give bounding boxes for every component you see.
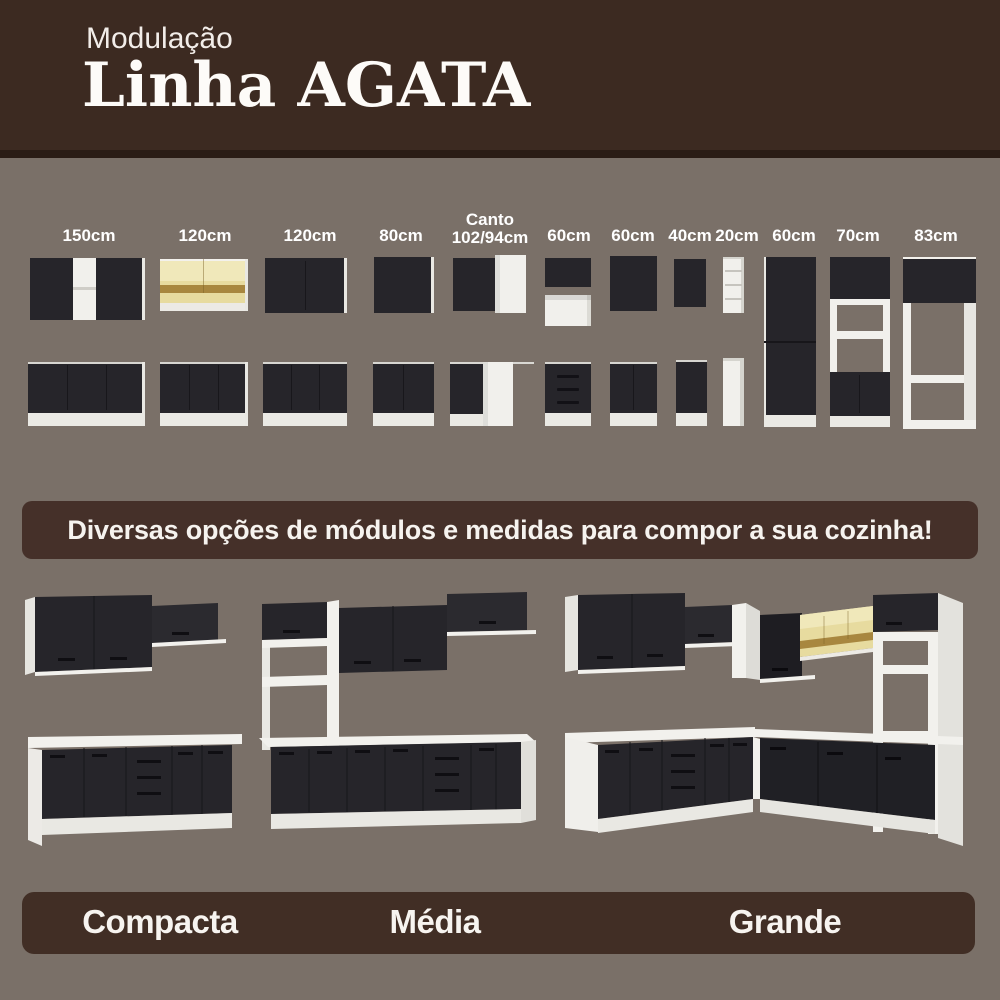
canto-door bbox=[453, 258, 495, 311]
side-panel bbox=[245, 259, 248, 311]
countertop bbox=[610, 362, 657, 364]
drawer-handle bbox=[557, 375, 579, 378]
side-panel bbox=[142, 362, 145, 426]
module-size-label-canto-line1: Canto bbox=[465, 210, 515, 229]
module-size-label-83cm: 83cm bbox=[914, 226, 958, 245]
left-upright bbox=[903, 303, 911, 429]
countertop bbox=[545, 362, 591, 364]
module-60cm-drawer-base-cabinet bbox=[545, 362, 591, 426]
kitchen-size-label-media: Média bbox=[389, 903, 481, 940]
grande-left-wall-cabinets bbox=[565, 593, 738, 674]
shelf bbox=[830, 299, 890, 305]
side-panel bbox=[431, 257, 434, 313]
module-size-label-80cm: 80cm bbox=[379, 226, 423, 245]
countertop bbox=[160, 362, 248, 364]
compacta-wall-cabinets bbox=[25, 595, 226, 676]
upper-door bbox=[903, 259, 976, 303]
module-80cm-wall-cabinet bbox=[374, 257, 434, 313]
module-150cm-base-cabinet bbox=[28, 362, 145, 426]
door-gap bbox=[218, 365, 219, 410]
module-size-label-20cm: 20cm bbox=[715, 226, 759, 245]
shelf bbox=[830, 331, 890, 339]
door-gap bbox=[633, 365, 634, 410]
module-20cm-open-shelf-unit bbox=[723, 257, 744, 313]
side-panel bbox=[344, 258, 347, 313]
module-size-label-120cm-b: 120cm bbox=[283, 226, 337, 245]
door-gap bbox=[764, 341, 816, 343]
plinth bbox=[764, 415, 816, 427]
header bbox=[0, 0, 1000, 150]
plinth bbox=[450, 414, 483, 426]
right-upright bbox=[964, 303, 976, 429]
countertop bbox=[28, 362, 145, 364]
page-title: Linha AGATA bbox=[82, 50, 531, 121]
module-size-label-canto-line2: 102/94cm bbox=[451, 228, 529, 247]
plinth bbox=[545, 413, 591, 426]
door-gap bbox=[67, 365, 68, 410]
plinth bbox=[610, 413, 657, 426]
header-subtitle: Modulação bbox=[86, 22, 233, 55]
module-83cm-fridge-frame-cabinet bbox=[903, 257, 976, 429]
canto-door bbox=[450, 364, 483, 414]
module-120cm-wall-cabinet bbox=[265, 258, 347, 313]
module-40cm-base-cabinet bbox=[676, 360, 707, 426]
grande-glass-display-cabinet bbox=[800, 606, 873, 661]
bottom-frame bbox=[160, 303, 248, 311]
countertop bbox=[373, 362, 434, 364]
countertop bbox=[676, 360, 707, 362]
kitchen-media-illustration bbox=[255, 580, 545, 855]
module-60cm-wall-cabinet-b bbox=[610, 256, 657, 311]
module-80cm-base-cabinet bbox=[373, 362, 434, 426]
module-120cm-base-cabinet-a bbox=[160, 362, 248, 426]
module-size-label-60cm-tall: 60cm bbox=[772, 226, 816, 245]
door-gap bbox=[291, 365, 292, 410]
module-150cm-wall-cabinet bbox=[30, 258, 145, 320]
module-size-label-40cm: 40cm bbox=[668, 226, 712, 245]
drawer-handle bbox=[557, 401, 579, 404]
upper-door bbox=[830, 257, 890, 299]
media-base-cabinets bbox=[259, 734, 536, 829]
module-size-label-120cm-a: 120cm bbox=[178, 226, 232, 245]
bottom-rail bbox=[903, 420, 976, 429]
header-divider bbox=[0, 150, 1000, 158]
module-size-label-150cm: 150cm bbox=[62, 226, 116, 245]
module-60cm-open-niche bbox=[545, 295, 591, 326]
module-60cm-tall-cabinet bbox=[764, 257, 816, 427]
kitchen-compacta-illustration bbox=[20, 588, 255, 860]
module-20cm-base-open-unit bbox=[723, 358, 744, 426]
module-size-label-60cm-a: 60cm bbox=[547, 226, 591, 245]
plinth bbox=[676, 413, 707, 426]
shelf bbox=[725, 284, 742, 286]
drawer-handle bbox=[557, 388, 579, 391]
side-panel bbox=[245, 362, 248, 426]
shelf bbox=[725, 298, 742, 300]
module-size-label-60cm-b: 60cm bbox=[611, 226, 655, 245]
module-120cm-base-cabinet-b bbox=[263, 362, 347, 426]
lower-doors bbox=[830, 372, 890, 416]
plinth bbox=[830, 416, 890, 427]
module-70cm-tall-oven-cabinet bbox=[830, 257, 890, 427]
plinth bbox=[28, 413, 145, 426]
glass-mullion bbox=[203, 259, 204, 293]
kitchen-sizes-bar bbox=[22, 892, 975, 954]
countertop bbox=[263, 362, 347, 364]
grande-base-cabinets bbox=[565, 727, 963, 834]
shelf-divider bbox=[73, 287, 96, 290]
promo-banner bbox=[22, 501, 978, 559]
media-oven-tower bbox=[262, 600, 339, 752]
shelf bbox=[911, 375, 964, 383]
plinth bbox=[263, 413, 347, 426]
module-60cm-base-cabinet bbox=[610, 362, 657, 426]
module-120cm-glass-wall-cabinet bbox=[160, 259, 248, 311]
plinth bbox=[373, 413, 434, 426]
promo-banner-text: Diversas opções de módulos e medidas para compor a sua cozinha! bbox=[67, 514, 933, 545]
module-60cm-wall-cabinet-a bbox=[545, 258, 591, 287]
kitchen-grande-illustration bbox=[555, 578, 1000, 880]
door-gap bbox=[403, 365, 404, 410]
media-wall-cabinets bbox=[339, 592, 536, 673]
wood-strip bbox=[160, 285, 248, 293]
compacta-base-cabinets bbox=[28, 734, 242, 846]
side-panel bbox=[142, 258, 145, 320]
module-canto-wall-cabinet bbox=[453, 255, 526, 313]
door-gap bbox=[859, 375, 860, 413]
corner-shade bbox=[495, 255, 500, 313]
door-gap bbox=[189, 365, 190, 410]
corner-shade bbox=[483, 362, 488, 426]
glass-pane bbox=[160, 261, 248, 281]
shelf bbox=[725, 270, 742, 272]
plinth bbox=[160, 413, 248, 426]
kitchen-size-label-compacta: Compacta bbox=[82, 903, 238, 940]
module-size-label-70cm: 70cm bbox=[836, 226, 880, 245]
kitchen-size-label-grande: Grande bbox=[728, 903, 842, 940]
door-gap bbox=[319, 365, 320, 410]
door-gap bbox=[305, 261, 306, 310]
module-40cm-wall-cabinet bbox=[674, 259, 706, 307]
door-gap bbox=[106, 365, 107, 410]
module-canto-base-cabinet bbox=[450, 360, 534, 426]
